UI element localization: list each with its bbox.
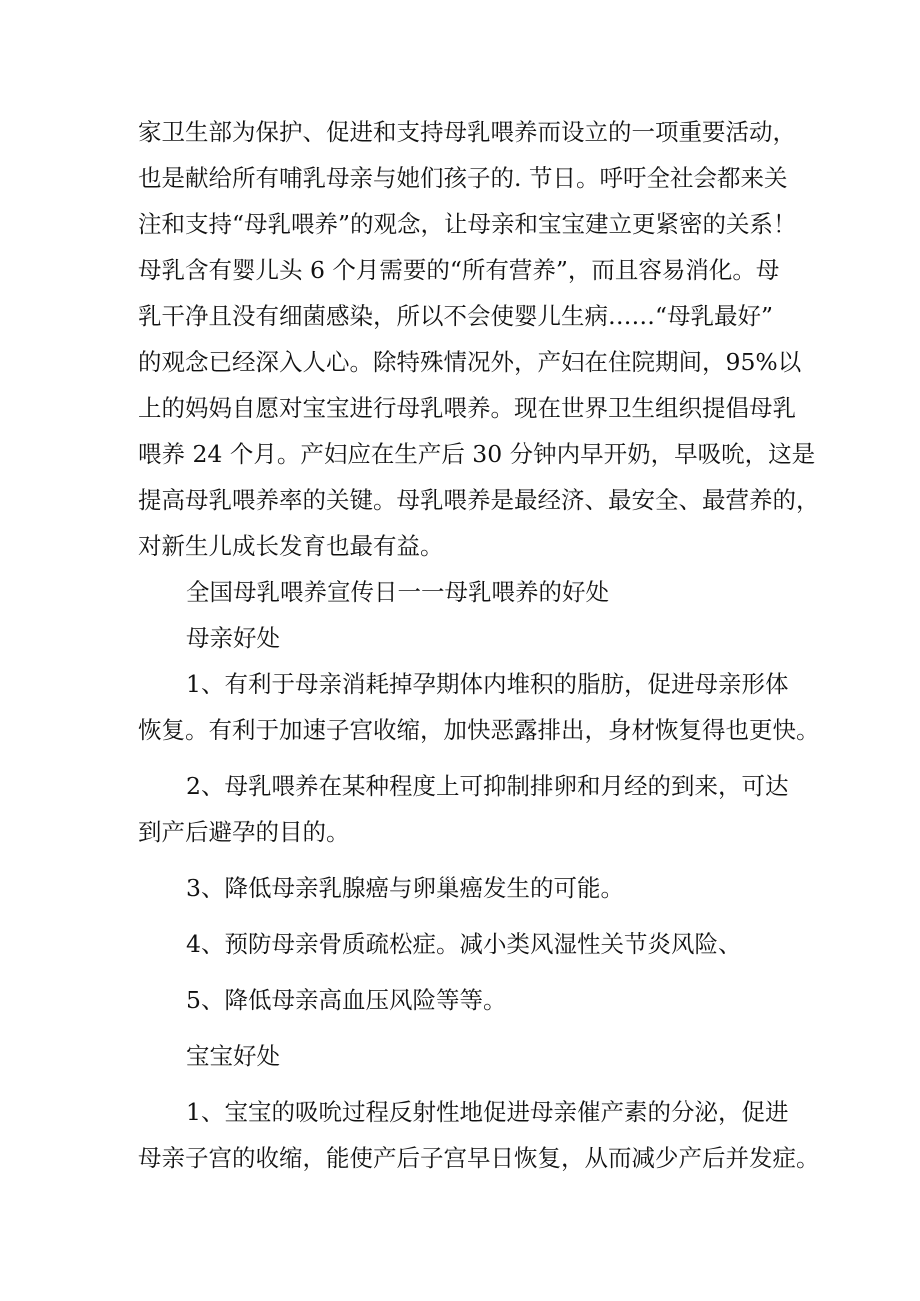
mother-item-2-line-1: 2、母乳喂养在某种程度上可抑制排卵和月经的到来，可达 bbox=[186, 772, 789, 800]
intro-line-4: 母乳含有婴儿头 6 个月需要的“所有营养”，而且容易消化。母 bbox=[138, 256, 780, 284]
mother-item-2-line-2: 到产后避孕的目的。 bbox=[138, 818, 350, 846]
mother-heading: 母亲好处 bbox=[186, 624, 280, 652]
section-heading: 全国母乳喂养宣传日一一母乳喂养的好处 bbox=[186, 578, 609, 606]
intro-line-7: 上的妈妈自愿对宝宝进行母乳喂养。现在世界卫生组织提倡母乳 bbox=[138, 394, 796, 422]
baby-item-1-line-2: 母亲子宫的收缩，能使产后子宫早日恢复，从而减少产后并发症。 bbox=[138, 1144, 820, 1172]
intro-line-5: 乳干净且没有细菌感染，所以不会使婴儿生病……“母乳最好” bbox=[138, 302, 774, 330]
baby-heading: 宝宝好处 bbox=[186, 1042, 280, 1070]
mother-item-4: 4、预防母亲骨质疏松症。减小类风湿性关节炎风险、 bbox=[186, 930, 742, 958]
mother-item-1-line-2: 恢复。有利于加速子宫收缩，加快恶露排出，身材恢复得也更快。 bbox=[138, 716, 820, 744]
intro-line-2: 也是献给所有哺乳母亲与她们孩子的. 节日。呼吁全社会都来关 bbox=[138, 164, 788, 192]
intro-line-3: 注和支持“母乳喂养”的观念，让母亲和宝宝建立更紧密的关系！ bbox=[138, 210, 797, 238]
mother-item-3: 3、降低母亲乳腺癌与卵巢癌发生的可能。 bbox=[186, 874, 624, 902]
mother-item-1-line-1: 1、有利于母亲消耗掉孕期体内堆积的脂肪，促进母亲形体 bbox=[186, 670, 789, 698]
intro-line-10: 对新生儿成长发育也最有益。 bbox=[138, 532, 444, 560]
baby-item-1-line-1: 1、宝宝的吸吮过程反射性地促进母亲催产素的分泌，促进 bbox=[186, 1098, 789, 1126]
intro-line-6: 的观念已经深入人心。除特殊情况外，产妇在住院期间，95%以 bbox=[138, 348, 802, 376]
intro-line-1: 家卫生部为保护、促进和支持母乳喂养而设立的一项重要活动， bbox=[138, 118, 796, 146]
intro-line-9: 提高母乳喂养率的关键。母乳喂养是最经济、最安全、最营养的， bbox=[138, 486, 820, 514]
mother-item-5: 5、降低母亲高血压风险等等。 bbox=[186, 986, 507, 1014]
intro-line-8: 喂养 24 个月。产妇应在生产后 30 分钟内早开奶，早吸吮，这是 bbox=[138, 440, 816, 468]
